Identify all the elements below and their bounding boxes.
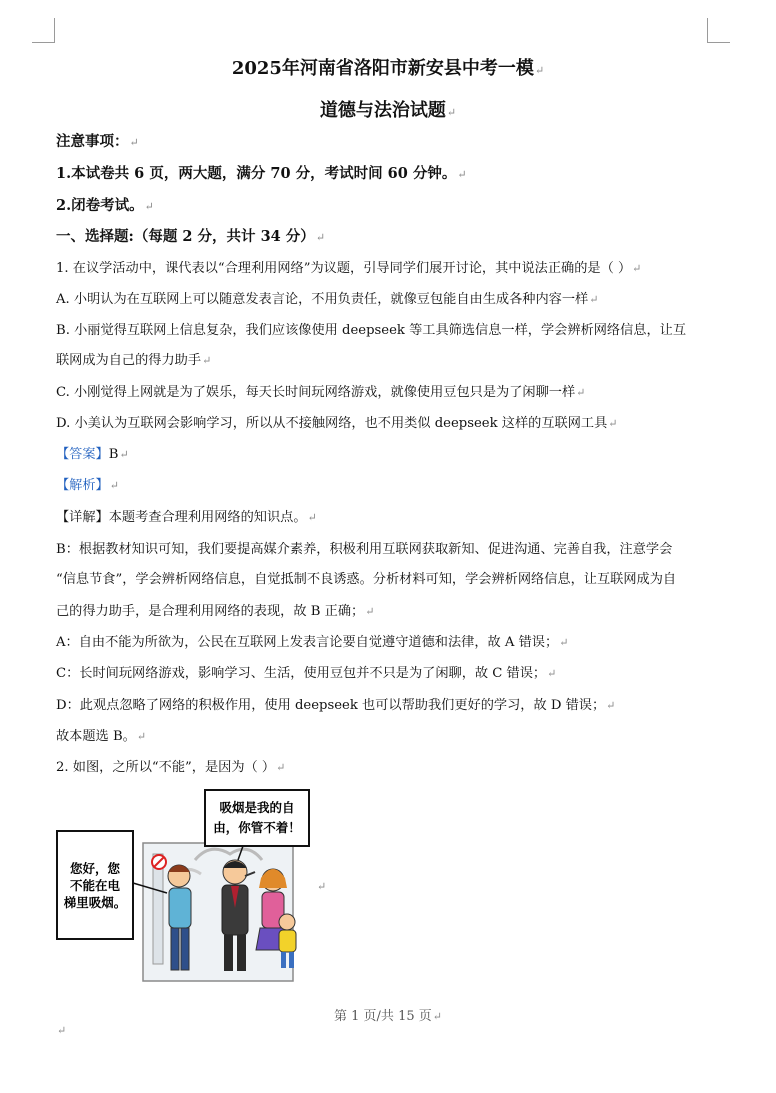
explain-c: C：长时间玩网络游戏，影响学习、生活，使用豆包并不只是为了闲聊，故 C 错误；↵ (56, 666, 557, 681)
question-2-stem: 2. 如图，之所以“不能”，是因为（ ）↵ (56, 760, 286, 775)
question-1-stem: 1. 在议学活动中，课代表以“合理利用网络”为议题，引导同学们展开讨论，其中说法正确的是（ ）↵ (56, 261, 642, 276)
notice-heading: 注意事项：↵ (56, 133, 139, 150)
explain-a: A：自由不能为所欲为，公民在互联网上发表言论要自觉遵守道德和法律，故 A 错误；↵ (56, 635, 569, 650)
bubble-left-line-2: 不能在电 (69, 878, 121, 893)
explain-d: D：此观点忽略了网络的积极作用，使用 deepseek 也可以帮助我们更好的学习，故 D 错误；↵ (56, 698, 616, 713)
question-1-option-d: D. 小美认为互联网会影响学习，所以从不接触网络，也不用类似 deepseek 这样的互联网工具↵ (56, 416, 618, 431)
explain-b-line-2: “信息节食”，学会辨析网络信息，自觉抵制不良诱惑。分析材料可知，学会辨析网络信息，让互联网成为自 (56, 572, 677, 587)
crop-mark-top-left (32, 18, 55, 43)
smoking-elevator-cartoon (55, 788, 317, 983)
image-para-mark: ↵ (317, 880, 327, 893)
question-1-option-b: B. 小丽觉得互联网上信息复杂，我们应该像使用 deepseek 等工具筛选信息一样，学会辨析网络信息，让互 (56, 323, 687, 338)
analysis-line: 【解析】↵ (56, 478, 119, 493)
speech-bubble-right (205, 790, 309, 846)
explain-b-line-3: 己的得力助手，是合理利用网络的表现，故 B 正确；↵ (56, 604, 375, 619)
exam-title: 2025年河南省洛阳市新安县中考一模↵ (231, 58, 545, 79)
section-heading: 一、选择题:（每题 2 分，共计 34 分）↵ (56, 228, 326, 245)
notice-item-2: 2.闭卷考试。↵ (56, 197, 154, 214)
explain-b-line-1: B：根据教材知识可知，我们要提高媒介素养，积极利用互联网获取新知、促进沟通、完善自我，注意学会 (56, 542, 673, 557)
elevator-panel (153, 854, 163, 964)
analysis-tag: 【解析】 (56, 478, 109, 493)
crop-mark-top-right (707, 18, 730, 43)
answer-line: 【答案】B↵ (56, 447, 129, 462)
child-figure (279, 914, 295, 930)
bubble-right-line-2: 由，你管不着！ (213, 820, 301, 835)
bubble-left-line-1: 您好，您 (69, 861, 121, 876)
detail-tag: 【详解】 (56, 510, 109, 525)
end-para-mark: ↵ (57, 1024, 67, 1037)
bubble-right-line-1: 吸烟是我的自 (219, 800, 295, 815)
bubble-left-line-3: 梯里吸烟。 (63, 895, 127, 910)
notice-item-1: 1.本试卷共 6 页，两大题，满分 70 分，考试时间 60 分钟。↵ (56, 165, 467, 182)
page-footer: 第 1 页/共 15 页↵ (334, 1009, 442, 1024)
conclusion: 故本题选 B。↵ (56, 729, 147, 744)
answer-tag: 【答案】 (56, 447, 109, 462)
exam-subtitle: 道德与法治试题↵ (319, 100, 457, 121)
question-1-option-c: C. 小刚觉得上网就是为了娱乐，每天长时间玩网络游戏，就像使用豆包只是为了闲聊一样↵ (56, 385, 586, 400)
detail-line: 【详解】本题考查合理利用网络的知识点。↵ (56, 510, 317, 525)
question-1-option-b-cont: 联网成为自己的得力助手↵ (56, 353, 212, 368)
question-1-option-a: A. 小明认为在互联网上可以随意发表言论，不用负责任，就像豆包能自由生成各种内容一样↵ (56, 292, 599, 307)
answer-value: B (108, 447, 119, 462)
